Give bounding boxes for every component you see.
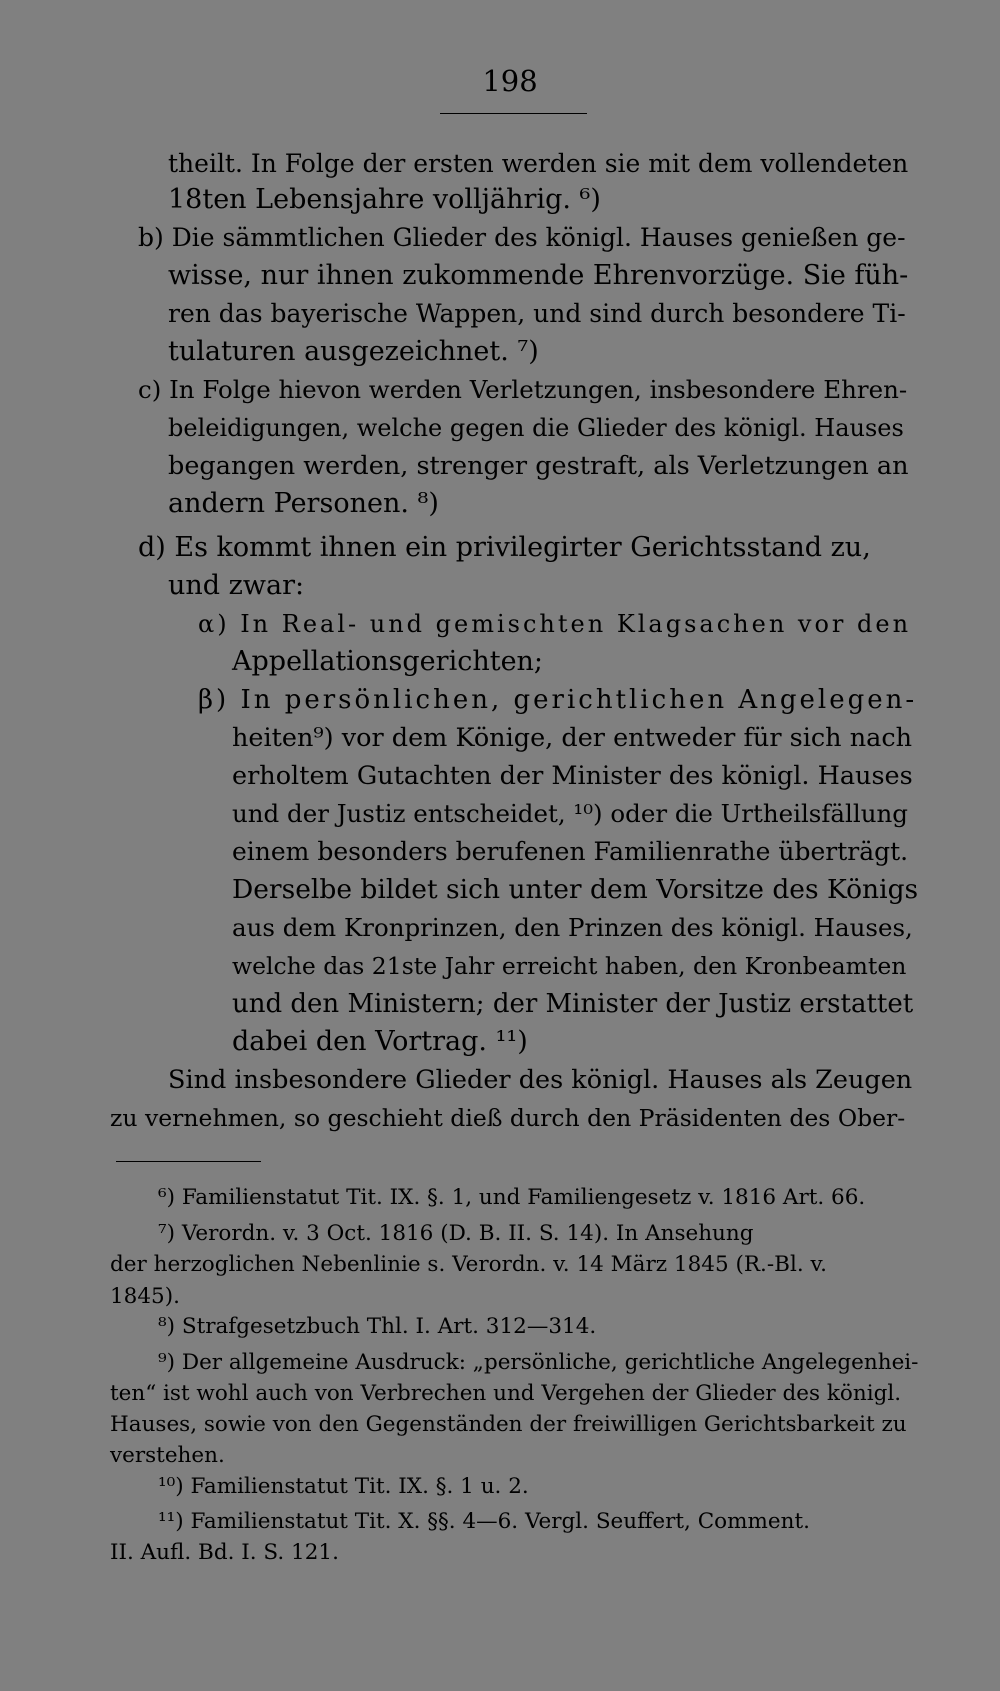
body-line: wisse, nur ihnen zukommende Ehrenvorzüge. Sie füh- bbox=[168, 260, 909, 291]
body-line: begangen werden, strenger gestraft, als Verletzungen an bbox=[168, 451, 909, 481]
footnote-line: ⁸) Strafgesetzbuch Thl. I. Art. 312—314. bbox=[158, 1314, 597, 1339]
body-line: dabei den Vortrag. ¹¹) bbox=[232, 1026, 528, 1057]
body-line: theilt. In Folge der ersten werden sie mit dem vollendeten bbox=[168, 149, 909, 178]
body-line: aus dem Kronprinzen, den Prinzen des königl. Hauses, bbox=[232, 913, 913, 942]
body-line: β) In persönlichen, gerichtlichen Angelegen- bbox=[198, 685, 918, 715]
body-line: Sind insbesondere Glieder des königl. Hauses als Zeugen bbox=[168, 1065, 913, 1095]
page-number: 198 bbox=[482, 64, 538, 98]
body-line: 18ten Lebensjahre volljährig. ⁶) bbox=[168, 184, 601, 215]
footnote-line: ¹⁰) Familienstatut Tit. IX. §. 1 u. 2. bbox=[158, 1474, 529, 1499]
body-line: und der Justiz entscheidet, ¹⁰) oder die Urtheilsfällung bbox=[232, 799, 908, 828]
footnote-line: 1845). bbox=[110, 1284, 180, 1309]
body-line: tulaturen ausgezeichnet. ⁷) bbox=[168, 336, 539, 367]
body-line: c) In Folge hievon werden Verletzungen, insbesondere Ehren- bbox=[138, 375, 908, 404]
footnote-line: verstehen. bbox=[110, 1443, 225, 1468]
body-line: α) In Real- und gemischten Klagsachen vor den bbox=[198, 610, 912, 638]
footnote-line: ⁶) Familienstatut Tit. IX. §. 1, und Familiengesetz v. 1816 Art. 66. bbox=[158, 1185, 866, 1210]
body-line: Appellationsgerichten; bbox=[232, 646, 544, 677]
footnote-line: ⁹) Der allgemeine Ausdruck: „persönliche, gerichtliche Angelegenhei- bbox=[158, 1350, 919, 1375]
body-line: d) Es kommt ihnen ein privilegirter Gerichtsstand zu, bbox=[138, 532, 871, 563]
body-line: Derselbe bildet sich unter dem Vorsitze des Königs bbox=[232, 874, 919, 905]
body-line: beleidigungen, welche gegen die Glieder des königl. Hauses bbox=[168, 414, 904, 442]
header-rule bbox=[440, 113, 587, 114]
body-line: heiten⁹) vor dem Könige, der entweder für sich nach bbox=[232, 723, 913, 753]
footnote-line: ¹¹) Familienstatut Tit. X. §§. 4—6. Vergl. Seuffert, Comment. bbox=[158, 1509, 810, 1534]
footnote-rule bbox=[116, 1161, 261, 1162]
body-line: welche das 21ste Jahr erreicht haben, den Kronbeamten bbox=[232, 952, 907, 980]
body-line: einem besonders berufenen Familienrathe überträgt. bbox=[232, 837, 909, 866]
body-line: b) Die sämmtlichen Glieder des königl. Hauses genießen ge- bbox=[138, 223, 906, 252]
footnote-line: II. Aufl. Bd. I. S. 121. bbox=[110, 1540, 339, 1565]
body-line: und den Ministern; der Minister der Justiz erstattet bbox=[232, 989, 914, 1019]
body-line: ren das bayerische Wappen, und sind durch besondere Ti- bbox=[168, 299, 906, 328]
footnote-line: Hauses, sowie von den Gegenständen der freiwilligen Gerichtsbarkeit zu bbox=[110, 1412, 907, 1437]
footnote-line: der herzoglichen Nebenlinie s. Verordn. v. 14 März 1845 (R.-Bl. v. bbox=[110, 1252, 827, 1277]
footnote-line: ten“ ist wohl auch von Verbrechen und Vergehen der Glieder des königl. bbox=[110, 1381, 902, 1406]
body-line: erholtem Gutachten der Minister des königl. Hauses bbox=[232, 761, 913, 791]
footnote-line: ⁷) Verordn. v. 3 Oct. 1816 (D. B. II. S. 14). In Ansehung bbox=[158, 1221, 754, 1246]
body-line: andern Personen. ⁸) bbox=[168, 488, 439, 519]
body-line: zu vernehmen, so geschieht dieß durch den Präsidenten des Ober- bbox=[110, 1104, 906, 1132]
body-line: und zwar: bbox=[168, 570, 305, 601]
